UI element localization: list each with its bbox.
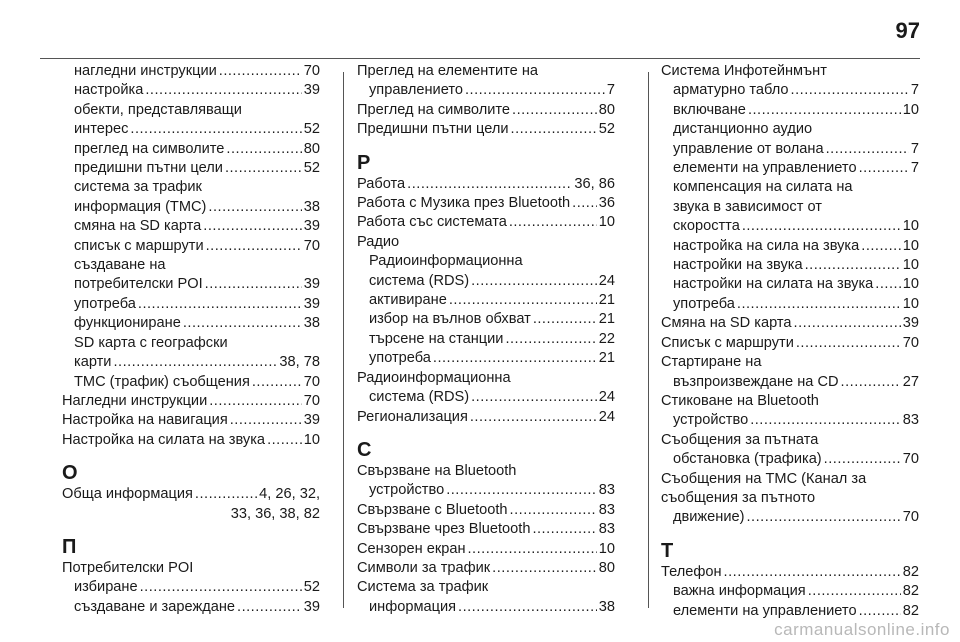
- page-reference: 10: [598, 540, 615, 557]
- dot-leader: [742, 217, 901, 236]
- index-entry-text: TMC (трафик) съобщения: [74, 373, 250, 390]
- page-reference: 80: [598, 101, 615, 118]
- index-entry: [661, 563, 919, 582]
- page-reference: 38, 78: [279, 354, 320, 371]
- dot-leader: [206, 237, 302, 256]
- index-entry: [661, 62, 919, 81]
- index-entry-text: Работа със системата: [357, 214, 507, 231]
- dot-leader: [750, 411, 901, 430]
- index-column-3: [661, 62, 919, 621]
- index-letter-heading: Р: [357, 151, 371, 174]
- page-reference: 7: [910, 160, 919, 177]
- index-entry: [661, 470, 919, 528]
- dot-leader: [145, 81, 301, 100]
- dot-leader: [808, 582, 901, 601]
- index-entry: [357, 369, 615, 408]
- index-entry: [661, 431, 919, 470]
- index-entry-text: карти: [74, 354, 112, 371]
- index-letter-heading: Т: [661, 539, 674, 562]
- index-entry-text: Настройка на силата на звука: [62, 431, 266, 448]
- page-reference: 36, 86: [574, 175, 615, 192]
- index-entry-text: преглед на символите: [74, 140, 225, 157]
- dot-leader: [267, 431, 302, 450]
- index-entry: [357, 559, 615, 578]
- index-entry-text: Обща информация: [62, 486, 193, 503]
- index-entry-text: Система за трафик: [357, 579, 489, 596]
- index-entry-text: Сензорен екран: [357, 540, 466, 557]
- index-entry: [62, 178, 320, 217]
- index-entry-text: съобщения за пътното: [661, 489, 816, 506]
- index-entry-text: създаване и зареждане: [74, 598, 236, 615]
- index-entry: [62, 140, 320, 159]
- page-reference: 10: [902, 101, 919, 118]
- dot-leader: [512, 101, 597, 120]
- index-entry: [661, 334, 919, 353]
- index-entry: [661, 101, 919, 120]
- index-entry-text: Стартиране на: [661, 354, 762, 371]
- index-entry: [661, 353, 919, 392]
- dot-leader: [449, 291, 597, 310]
- page-reference: 70: [902, 509, 919, 526]
- index-entry: [661, 275, 919, 294]
- index-entry-text: настройки на силата на звука: [673, 276, 874, 293]
- index-entry-text: Радио: [357, 233, 400, 250]
- index-entry-text: устройство: [369, 482, 445, 499]
- dot-leader: [471, 388, 597, 407]
- index-entry-text: система (RDS): [369, 272, 470, 289]
- index-entry: [62, 256, 320, 295]
- index-entry: [357, 101, 615, 120]
- index-entry-text: информация (TMC): [74, 198, 207, 215]
- dot-leader: [208, 198, 301, 217]
- index-entry-text: арматурно табло: [673, 82, 789, 99]
- dot-leader: [446, 481, 597, 500]
- page-reference: 10: [902, 237, 919, 254]
- header-rule: [40, 58, 920, 59]
- index-entry: [661, 295, 919, 314]
- dot-leader: [205, 275, 302, 294]
- index-entry-text: Потребителски POI: [62, 559, 194, 576]
- index-entry: [62, 392, 320, 411]
- dot-leader: [140, 578, 302, 597]
- page-reference: 36: [598, 195, 615, 212]
- index-entry: [62, 159, 320, 178]
- dot-leader: [737, 295, 901, 314]
- index-entry-text: движение): [673, 509, 745, 526]
- index-letter-heading: С: [357, 438, 372, 461]
- index-entry-text: обстановка (трафика): [673, 451, 822, 468]
- index-entry: [661, 602, 919, 621]
- dot-leader: [505, 330, 596, 349]
- dot-leader: [533, 310, 597, 329]
- dot-leader: [183, 314, 302, 333]
- index-entry: [357, 62, 615, 101]
- dot-leader: [805, 256, 901, 275]
- dot-leader: [791, 81, 909, 100]
- index-entry: [357, 120, 615, 139]
- page-reference: 38: [303, 198, 320, 215]
- index-entry: [357, 310, 615, 329]
- index-entry-text: информация: [369, 598, 457, 615]
- index-entry-text: Смяна на SD карта: [661, 315, 792, 332]
- column-divider: [343, 72, 344, 608]
- index-entry-text: устройство: [673, 412, 749, 429]
- index-entry-text: важна информация: [673, 583, 806, 600]
- dot-leader: [113, 353, 277, 372]
- index-entry-text: Списък с маршрути: [661, 334, 794, 351]
- index-entry-text: Свързване чрез Bluetooth: [357, 521, 531, 538]
- page-reference: 39: [902, 315, 919, 332]
- index-entry-text: Преглед на елементите на: [357, 63, 539, 79]
- dot-leader: [824, 450, 901, 469]
- index-entry-text: Преглед на символите: [357, 101, 511, 118]
- index-entry-text: обекти, представляващи: [74, 101, 242, 118]
- page-reference: 21: [598, 292, 615, 309]
- page-reference: 27: [902, 373, 919, 390]
- dot-leader: [794, 314, 901, 333]
- dot-leader: [509, 213, 597, 232]
- index-entry: [357, 291, 615, 310]
- page-reference: 21: [598, 311, 615, 328]
- dot-leader: [492, 559, 597, 578]
- dot-leader: [572, 194, 597, 213]
- dot-leader: [138, 295, 302, 314]
- dot-leader: [195, 485, 257, 504]
- index-entry-text: нагледни инструкции: [74, 63, 217, 79]
- index-entry: [357, 540, 615, 559]
- page-reference: 80: [303, 140, 320, 157]
- page-reference: 83: [598, 501, 615, 518]
- index-entry-text: система за трафик: [74, 179, 202, 196]
- page-reference: 24: [598, 389, 615, 406]
- index-entry-text: Предишни пътни цели: [357, 121, 509, 138]
- index-entry: [357, 462, 615, 501]
- page-reference: 7: [910, 82, 919, 99]
- index-entry-text: употреба: [369, 350, 431, 367]
- index-entry: [357, 501, 615, 520]
- page-reference: 70: [303, 63, 320, 79]
- page-reference: 82: [902, 602, 919, 619]
- page-reference: 52: [303, 160, 320, 177]
- index-entry-text: предишни пътни цели: [74, 160, 223, 177]
- index-entry: [62, 431, 320, 450]
- page-reference: 7: [910, 140, 919, 157]
- page-reference: 80: [598, 559, 615, 576]
- dot-leader: [226, 140, 301, 159]
- index-entry: [661, 582, 919, 601]
- dot-leader: [861, 237, 901, 256]
- page-reference: 24: [598, 408, 615, 425]
- index-entry: [357, 330, 615, 349]
- dot-leader: [510, 501, 597, 520]
- index-entry: [62, 314, 320, 333]
- index-entry: [62, 411, 320, 430]
- page-reference: 39: [303, 276, 320, 293]
- index-entry: [357, 213, 615, 232]
- dot-leader: [468, 540, 597, 559]
- index-entry: [357, 520, 615, 539]
- index-entry-text: Регионализация: [357, 408, 468, 425]
- index-entry-text: употреба: [673, 295, 735, 312]
- index-entry-text: Работа: [357, 175, 406, 192]
- page-reference: 70: [303, 237, 320, 254]
- index-entry-text: включване: [673, 101, 746, 118]
- index-entry: [62, 559, 320, 578]
- index-entry: [62, 373, 320, 392]
- index-entry: [357, 578, 615, 617]
- index-entry-text: управление от волана: [673, 140, 824, 157]
- index-entry-text: SD карта с географски: [74, 334, 228, 351]
- dot-leader: [433, 349, 597, 368]
- index-entry: [62, 598, 320, 617]
- dot-leader: [203, 217, 301, 236]
- dot-leader: [230, 411, 302, 430]
- page-reference: 7: [606, 82, 615, 99]
- index-entry: [62, 334, 320, 373]
- index-entry-text: създаване на: [74, 257, 166, 274]
- page-reference: 10: [598, 214, 615, 231]
- index-entry-text: Радиоинформационна: [369, 253, 523, 270]
- index-entry-text: Съобщения за пътната: [661, 431, 819, 448]
- dot-leader: [826, 140, 909, 159]
- page-reference: 39: [303, 598, 320, 615]
- page-reference: 10: [902, 276, 919, 293]
- index-entry: [357, 194, 615, 213]
- page-reference: 83: [598, 521, 615, 538]
- index-entry-text: компенсация на силата на: [673, 179, 853, 196]
- index-entry-text: управлението: [369, 82, 463, 99]
- page-reference: 70: [303, 392, 320, 409]
- dot-leader: [225, 159, 302, 178]
- index-entry-text: смяна на SD карта: [74, 218, 202, 235]
- index-entry: [62, 62, 320, 81]
- index-entry-text: система (RDS): [369, 389, 470, 406]
- dot-leader: [748, 101, 901, 120]
- index-entry-text: списък с маршрути: [74, 237, 204, 254]
- index-entry-text: избор на вълнов обхват: [369, 311, 531, 328]
- dot-leader: [532, 520, 596, 539]
- page-reference: 39: [303, 295, 320, 312]
- dot-leader: [471, 272, 597, 291]
- page-reference: 38: [303, 315, 320, 332]
- index-entry-text: скоростта: [673, 218, 740, 235]
- dot-leader: [796, 334, 901, 353]
- page-reference: 10: [902, 257, 919, 274]
- index-entry-text: функциониране: [74, 315, 181, 332]
- index-entry: [62, 295, 320, 314]
- page-reference: 21: [598, 350, 615, 367]
- index-entry: [661, 314, 919, 333]
- index-entry-text: дистанционно аудио: [673, 121, 813, 138]
- page-number: 97: [895, 18, 920, 43]
- page-reference: 4, 26, 32,: [259, 486, 320, 503]
- page-reference: 82: [902, 583, 919, 600]
- index-entry: [357, 349, 615, 368]
- index-entry-text: Система Инфотейнмънт: [661, 63, 827, 79]
- page-reference: 24: [598, 272, 615, 289]
- index-entry: [62, 578, 320, 597]
- index-entry: [661, 120, 919, 159]
- page-reference: 10: [902, 218, 919, 235]
- dot-leader: [470, 408, 597, 427]
- index-entry-text: Настройка на навигация: [62, 412, 228, 429]
- index-entry: [62, 217, 320, 236]
- index-entry: [357, 252, 615, 291]
- index-entry: [661, 81, 919, 100]
- dot-leader: [209, 392, 302, 411]
- index-entry-text: елементи на управлението: [673, 160, 857, 177]
- index-entry: [357, 408, 615, 427]
- index-entry: [661, 256, 919, 275]
- dot-leader: [237, 598, 302, 617]
- page-reference: 10: [902, 295, 919, 312]
- index-entry-text: Свързване на Bluetooth: [357, 462, 517, 479]
- page-reference: 39: [303, 218, 320, 235]
- index-entry: [357, 175, 615, 194]
- dot-leader: [875, 275, 900, 294]
- dot-leader: [130, 120, 301, 139]
- page-reference: 83: [902, 412, 919, 429]
- dot-leader: [511, 120, 597, 139]
- index-letter-heading: О: [62, 462, 78, 485]
- index-entry: [62, 237, 320, 256]
- index-entry-text: Телефон: [661, 563, 722, 580]
- dot-leader: [859, 602, 901, 621]
- index-entry-text: Радиоинформационна: [357, 369, 511, 386]
- index-entry: [62, 81, 320, 100]
- index-entry-text: Съобщения на TMC (Канал за: [661, 470, 867, 487]
- index-entry-text: потребителски POI: [74, 276, 203, 293]
- dot-leader: [724, 563, 901, 582]
- page-reference: 70: [902, 334, 919, 351]
- index-entry-text: елементи на управлението: [673, 602, 857, 619]
- index-entry: [661, 392, 919, 431]
- column-divider: [648, 72, 649, 608]
- page-reference: 39: [303, 82, 320, 99]
- page-reference: 82: [902, 563, 919, 580]
- index-entry: [661, 178, 919, 236]
- index-entry-text: интерес: [74, 121, 129, 138]
- dot-leader: [252, 373, 302, 392]
- index-entry-text: избиране: [74, 579, 138, 596]
- dot-leader: [747, 508, 901, 527]
- dot-leader: [859, 159, 909, 178]
- dot-leader: [219, 62, 302, 81]
- page-reference: 39: [303, 412, 320, 429]
- index-entry-text: Свързване с Bluetooth: [357, 501, 508, 518]
- index-entry: [62, 485, 320, 524]
- page-reference: 70: [303, 373, 320, 390]
- index-entry-text: Стиковане на Bluetooth: [661, 392, 819, 409]
- index-entry: [357, 233, 615, 252]
- index-entry: [661, 159, 919, 178]
- index-entry: [62, 101, 320, 140]
- page-reference: 83: [598, 482, 615, 499]
- index-entry-text: звука в зависимост от: [673, 198, 822, 215]
- index-entry: [661, 237, 919, 256]
- index-entry-text: употреба: [74, 295, 136, 312]
- dot-leader: [465, 81, 605, 100]
- index-entry-text: възпроизвеждане на CD: [673, 373, 839, 390]
- dot-leader: [407, 175, 572, 194]
- dot-leader: [841, 373, 901, 392]
- index-entry-text: настройки на звука: [673, 257, 803, 274]
- page-reference: 52: [598, 121, 615, 138]
- page-reference: 38: [598, 598, 615, 615]
- index-entry-text: търсене на станции: [369, 330, 504, 347]
- index-entry-text: Работа с Музика през Bluetooth: [357, 195, 571, 212]
- index-column-1: [62, 62, 320, 617]
- index-entry-text: Нагледни инструкции: [62, 392, 208, 409]
- index-entry-text: активиране: [369, 292, 447, 309]
- page-reference: 52: [303, 579, 320, 596]
- index-entry-text: Символи за трафик: [357, 559, 491, 576]
- dot-leader: [458, 598, 597, 617]
- page-reference: 70: [902, 451, 919, 468]
- page-reference: 10: [303, 431, 320, 448]
- page-reference-continued: 33, 36, 38, 82: [230, 505, 320, 522]
- page-reference: 22: [598, 330, 615, 347]
- index-entry-text: настройка: [74, 82, 144, 99]
- index-entry-text: настройка на сила на звука: [673, 237, 860, 254]
- index-letter-heading: П: [62, 535, 77, 558]
- page-reference: 52: [303, 121, 320, 138]
- watermark: carmanualsonline.info: [774, 620, 950, 639]
- index-column-2: [357, 62, 615, 617]
